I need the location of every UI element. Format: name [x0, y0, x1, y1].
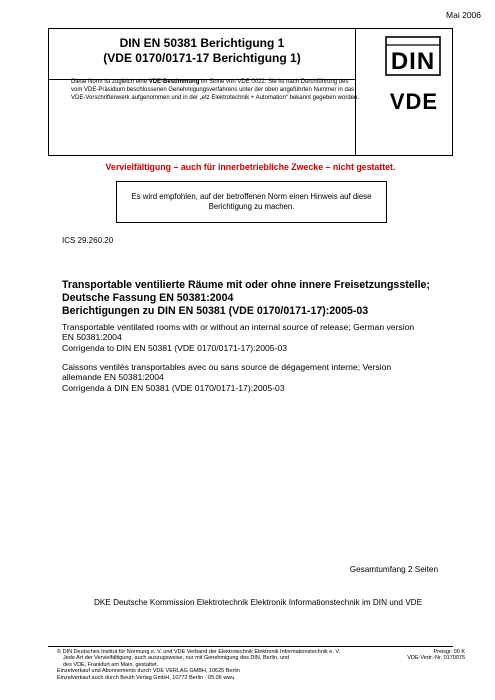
din-logo-text: DIN: [390, 48, 436, 75]
vde-logo-text: VDE: [389, 89, 439, 114]
vde-logo: [383, 88, 445, 114]
din-logo: [385, 36, 441, 76]
title-english-line: Transportable ventilated rooms with or without an internal source of release; German version: [62, 322, 415, 332]
notice-text-pre: Diese Norm ist zugleich eine: [71, 79, 149, 85]
price-group: Preisgr. 00 K: [433, 649, 465, 655]
footer-line: Jede Art der Vervielfältigung, auch auszugsweise, nur mit Genehmigung des DIN, Berlin, und: [63, 655, 290, 662]
vde-classification: (VDE 0170/0171-17 Berichtigung 1): [103, 51, 301, 65]
dke-commission: DKE Deutsche Kommission Elektrotechnik Elektronik Informationstechnik im DIN und VDE: [93, 598, 423, 607]
title-german-line: Deutsche Fassung EN 50381:2004: [62, 291, 234, 304]
footer-line: des VDE, Frankfurt am Main, gestattet.: [63, 661, 159, 668]
publication-date: Mai 2006: [446, 10, 481, 20]
recommendation-box: Es wird empfohlen, auf der betroffenen Norm einen Hinweis auf diese Berichtigung zu machen.: [116, 181, 387, 223]
title-german: [62, 279, 492, 317]
notice-text-post: im Sinne von VDE 0022. Sie ist nach Durchführung des vom VDE-Präsidium beschlossenen Genehmigungsverfahrens unter der oben angeführten Nummer in das VDE-Vorschriftenwerk aufgenommen und in der „etz Elektrotechnik + Automation“ bekannt gegeben worden.: [71, 79, 359, 101]
footer-line: Einzelverkauf und Abonnements durch VDE VERLAG GMBH, 10625 Berlin: [57, 668, 240, 675]
footer-copyright: [57, 649, 387, 681]
title-english: [62, 322, 462, 353]
reproduction-warning: Vervielfältigung – auch für innerbetriebliche Zwecke – nicht gestattet.: [105, 162, 396, 172]
document-number: DIN EN 50381 Berichtigung 1: [119, 36, 285, 50]
footer-line: © DIN Deutsches Institut für Normung e. V. und VDE Verband der Elektrotechnik Elektronik Informationstechnik e. V.: [57, 649, 341, 655]
footer-divider: [48, 646, 453, 647]
ics-code: ICS 29.260.20: [62, 236, 114, 245]
title-french-line: Corrigenda à DIN EN 50381 (VDE 0170/0171-17):2005-03: [62, 382, 285, 393]
title-english-line: Corrigenda to DIN EN 50381 (VDE 0170/0171-17):2005-03: [62, 342, 288, 353]
order-number: VDE-Vertr.-Nr. 0170075: [407, 655, 465, 662]
title-german-line: Berichtigungen zu DIN EN 50381 (VDE 0170/0171-17):2005-03: [62, 304, 369, 317]
total-pages: Gesamtumfang 2 Seiten: [349, 565, 438, 574]
title-french-line: Caissons ventilés transportables avec ou sans source de dégagement interne; Version: [62, 362, 392, 372]
footer-line: Einzelverkauf auch durch Beuth Verlag GmbH, 10772 Berlin · 05.06 wwu: [57, 674, 235, 681]
notice-text-bold: VDE-Bestimmung: [148, 79, 200, 85]
title-german-line: Transportable ventilierte Räume mit oder ohne innere Freisetzungsstelle;: [62, 279, 430, 291]
title-french-line: allemande EN 50381:2004: [62, 372, 164, 383]
title-english-line: EN 50381:2004: [62, 332, 122, 343]
footer-order-info: [385, 649, 465, 662]
title-french: [62, 362, 462, 393]
vde-notice: [71, 79, 361, 102]
